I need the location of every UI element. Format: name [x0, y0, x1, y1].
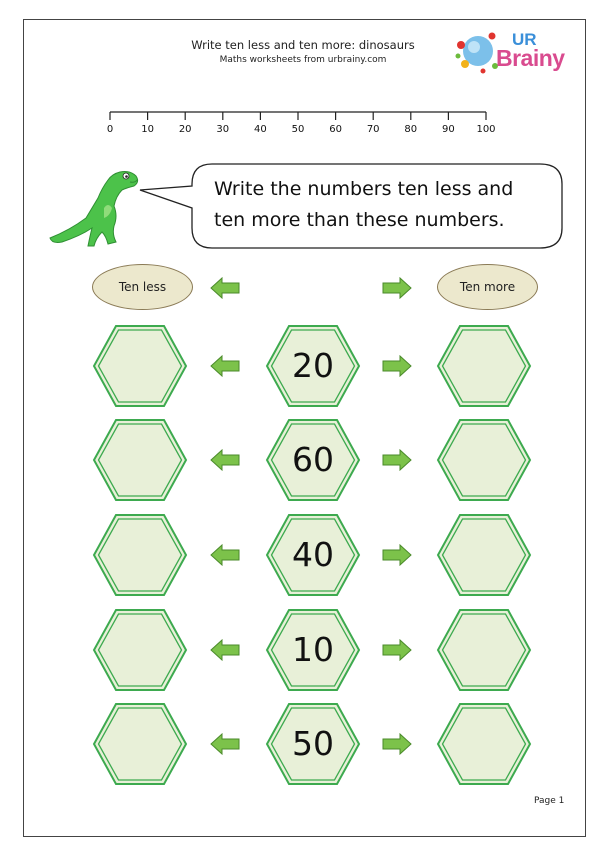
left-arrow-icon — [210, 733, 240, 755]
number-line-label: 50 — [291, 124, 305, 135]
left-arrow-icon — [210, 449, 240, 471]
given-number-hexagon — [265, 702, 361, 786]
left-arrow-icon — [210, 544, 240, 566]
ten-more-answer-box[interactable] — [436, 418, 532, 502]
given-number: 40 — [292, 535, 334, 574]
given-number-hexagon — [265, 513, 361, 597]
ten-less-answer-box[interactable] — [92, 324, 188, 408]
right-arrow-icon — [382, 449, 412, 471]
number-line-label: 20 — [178, 124, 192, 135]
right-arrow-icon — [382, 544, 412, 566]
left-arrow-icon — [210, 639, 240, 661]
ten-more-answer-box[interactable] — [436, 324, 532, 408]
given-number-hexagon — [265, 418, 361, 502]
right-arrow-icon — [382, 639, 412, 661]
ten-less-answer-box[interactable] — [92, 702, 188, 786]
left-arrow-icon — [210, 355, 240, 377]
logo-text-brainy: Brainy — [496, 45, 565, 71]
number-line-label: 70 — [366, 124, 380, 135]
number-line-label: 80 — [404, 124, 418, 135]
number-line-label: 100 — [476, 124, 496, 135]
given-number: 50 — [292, 724, 334, 763]
given-number: 10 — [292, 630, 334, 669]
page-title: Write ten less and ten more: dinosaurs — [191, 38, 415, 52]
instruction-line-1: Write the numbers ten less and — [214, 178, 514, 200]
number-line-label: 0 — [106, 124, 114, 135]
right-arrow-icon — [382, 733, 412, 755]
given-number: 60 — [292, 440, 334, 479]
number-line-label: 90 — [442, 124, 455, 135]
number-line-label: 30 — [216, 124, 230, 135]
given-number-hexagon — [265, 608, 361, 692]
number-line-label: 60 — [329, 124, 342, 135]
right-arrow-icon — [382, 277, 412, 299]
instruction-text — [214, 174, 544, 236]
ten-more-header: Ten more — [437, 264, 538, 310]
ten-more-answer-box[interactable] — [436, 513, 532, 597]
left-arrow-icon — [210, 277, 240, 299]
ten-more-answer-box[interactable] — [436, 702, 532, 786]
given-number: 20 — [292, 346, 334, 385]
page-number: Page 1 — [534, 796, 565, 806]
ten-more-answer-box[interactable] — [436, 608, 532, 692]
number-line-label: 40 — [254, 124, 267, 135]
logo-text-ur: UR — [512, 30, 537, 49]
instruction-line-2: ten more than these numbers. — [214, 209, 505, 231]
ten-less-answer-box[interactable] — [92, 418, 188, 502]
given-number-hexagon — [265, 324, 361, 408]
ten-less-answer-box[interactable] — [92, 608, 188, 692]
number-line-label: 10 — [141, 124, 154, 135]
right-arrow-icon — [382, 355, 412, 377]
ten-less-header: Ten less — [92, 264, 193, 310]
ten-less-answer-box[interactable] — [92, 513, 188, 597]
page-subtitle: Maths worksheets from urbrainy.com — [219, 55, 387, 65]
